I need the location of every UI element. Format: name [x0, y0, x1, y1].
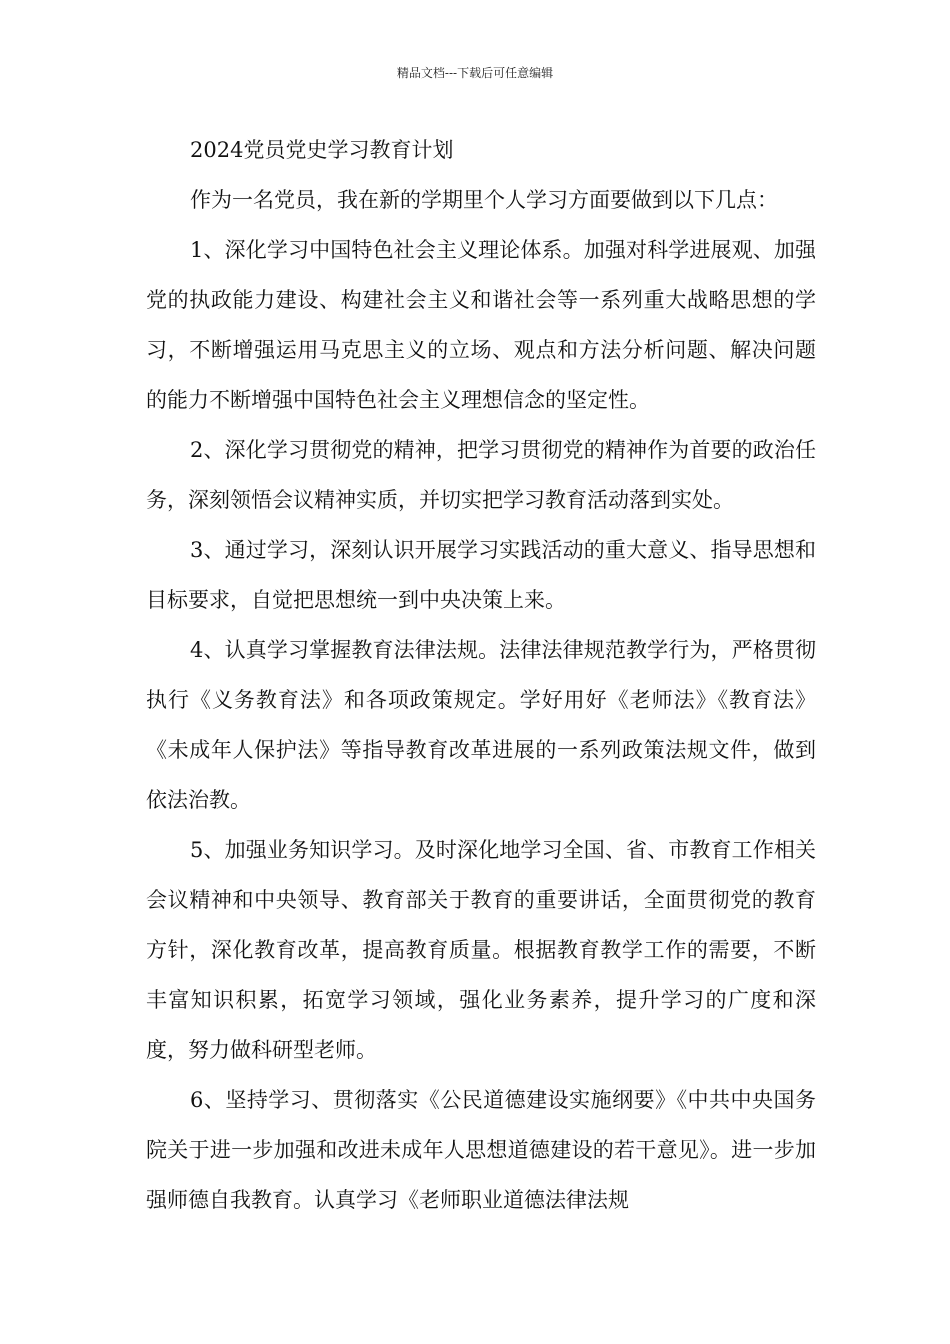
paragraph-2: 2、深化学习贯彻党的精神，把学习贯彻党的精神作为首要的政治任务，深刻领悟会议精神实质，并切实把学习教育活动落到实处。 [146, 438, 816, 512]
document-title: 2024党员党史学习教育计划 [190, 138, 454, 162]
document-body [146, 125, 816, 1225]
paragraph-6: 6、坚持学习、贯彻落实《公民道德建设实施纲要》《中共中央国务院关于进一步加强和改进未成年人思想道德建设的若干意见》。进一步加强师德自我教育。认真学习《老师职业道德法律法规 [146, 1088, 816, 1212]
paragraph-4: 4、认真学习掌握教育法律法规。法律法律规范教学行为，严格贯彻执行《义务教育法》和各项政策规定。学好用好《老师法》《教育法》《未成年人保护法》等指导教育改革进展的一系列政策法规文件，做到依法治教。 [146, 638, 816, 812]
paragraph-intro: 作为一名党员，我在新的学期里个人学习方面要做到以下几点： [190, 188, 778, 212]
paragraph-3: 3、通过学习，深刻认识开展学习实践活动的重大意义、指导思想和目标要求，自觉把思想统一到中央决策上来。 [146, 538, 816, 612]
paragraph-5: 5、加强业务知识学习。及时深化地学习全国、省、市教育工作相关会议精神和中央领导、教育部关于教育的重要讲话，全面贯彻党的教育方针，深化教育改革，提高教育质量。根据教育教学工作的需要，不断丰富知识积累，拓宽学习领域，强化业务素养，提升学习的广度和深度，努力做科研型老师。 [146, 838, 816, 1062]
page-header: 精品文档---下载后可任意编辑 [396, 66, 554, 80]
paragraph-1: 1、深化学习中国特色社会主义理论体系。加强对科学进展观、加强党的执政能力建设、构建社会主义和谐社会等一系列重大战略思想的学习，不断增强运用马克思主义的立场、观点和方法分析问题、解决问题的能力不断增强中国特色社会主义理想信念的坚定性。 [146, 238, 816, 412]
